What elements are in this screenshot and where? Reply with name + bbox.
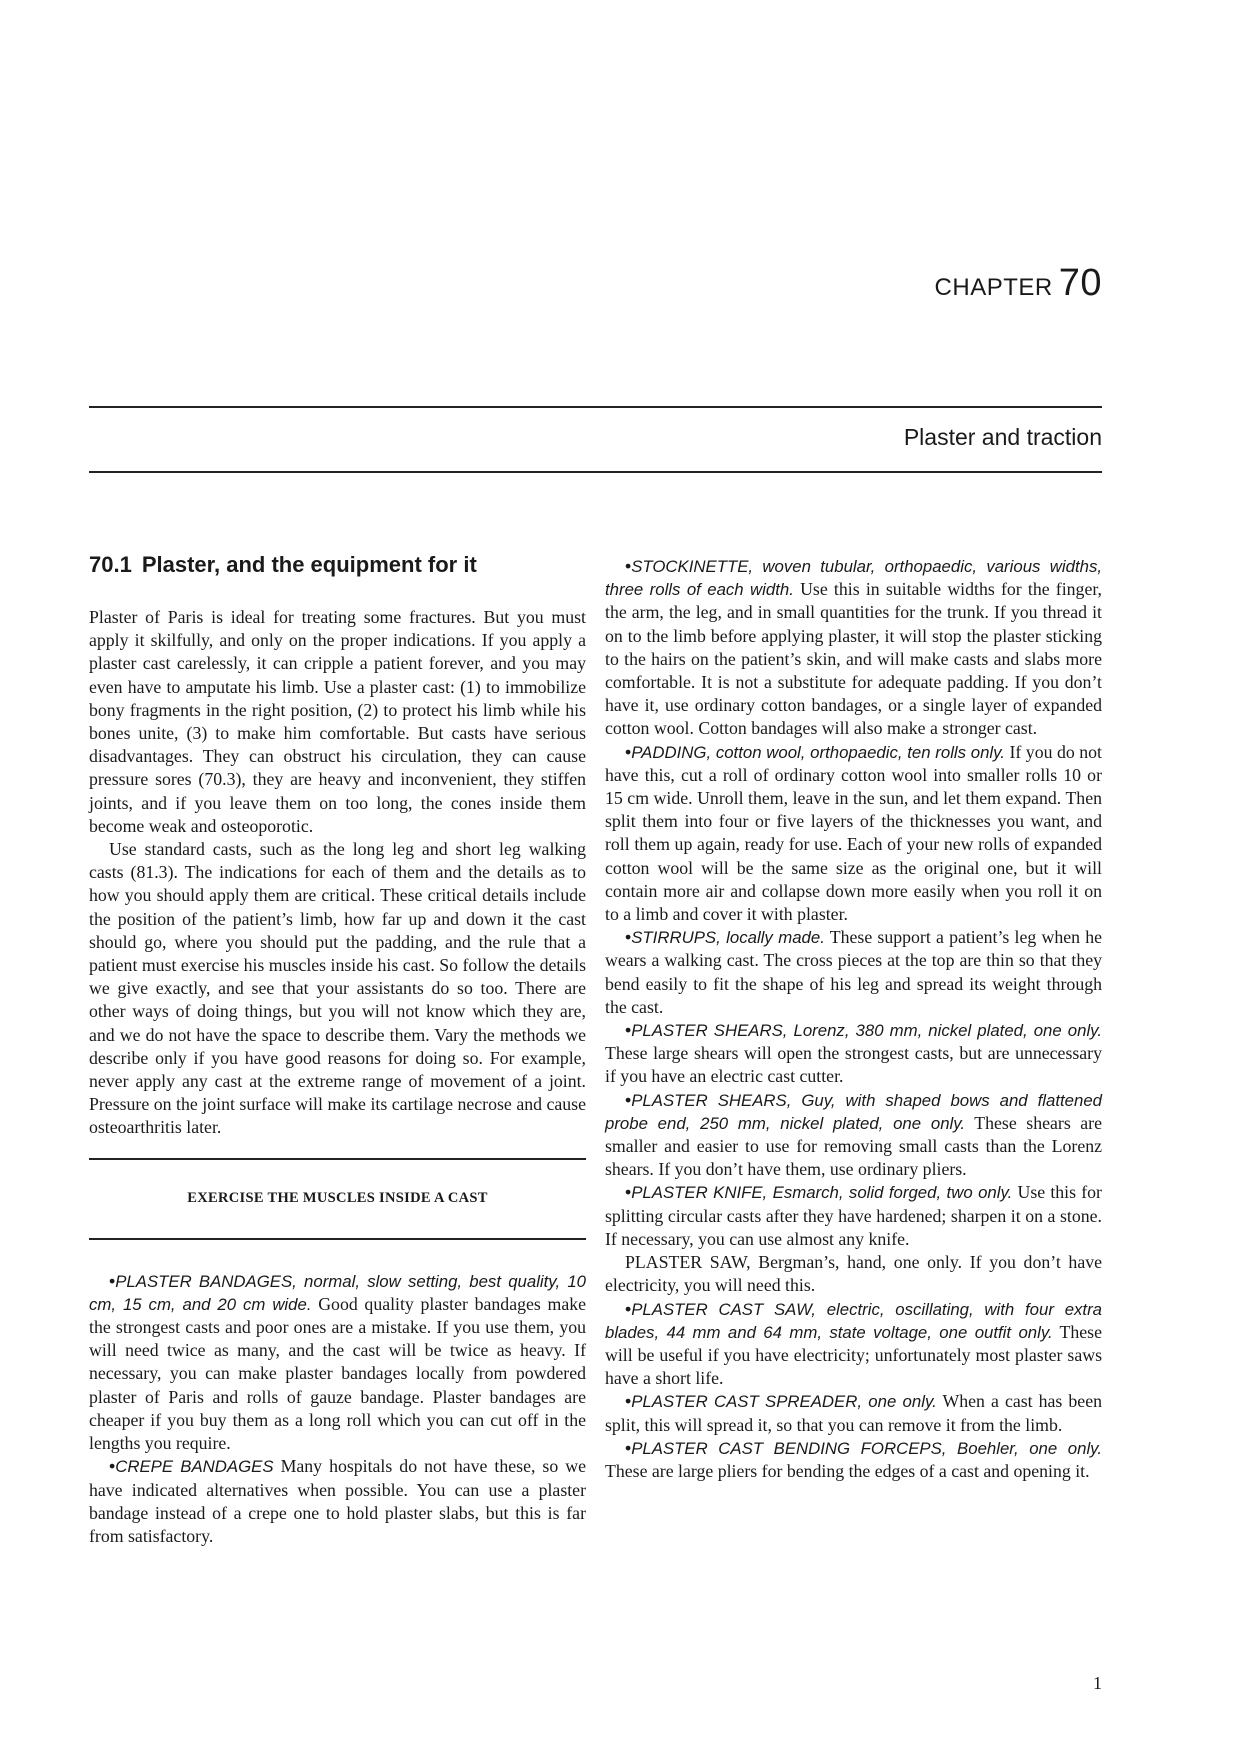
item-lead: PLASTER CAST SPREADER, one only.: [631, 1392, 937, 1412]
item-text: These will be useful if you have electricity; unfortunately most plaster saws have a short life.: [605, 1321, 1102, 1389]
paragraph-standard-casts: Use standard casts, such as the long leg and short leg walking casts (81.3). The indications for each of them and the details as to how you should apply them are critical. These critical details include the position of the patient’s limb, how far up and down it the cast should go, where you should put the padding, and the rule that a patient must exercise his muscles inside his cast. So follow the details we give exactly, and see that your assistants do so too. There are other ways of doing things, but you will not know which they are, and we do not have the space to describe them. Vary the methods we describe only if you have good reasons for doing so. For example, never apply any cast at the extreme range of movement of a joint. Pressure on the joint surface will make its cartilage necrose and cause osteoarthritis later.: [89, 839, 586, 1138]
item-text: These support a patient’s leg when he wears a walking cast. The cross pieces at the top are thin so that they bend easily to fit the shape of his leg and spread its weight through the cast.: [605, 927, 1102, 1017]
section-heading: [89, 552, 586, 578]
callout-title: EXERCISE THE MUSCLES INSIDE A CAST: [187, 1190, 488, 1207]
bullet-icon: •: [625, 1391, 632, 1412]
item-text: When a cast has been split, this will spread it, so that you can remove it from the limb.: [605, 1391, 1102, 1435]
equipment-item: [605, 926, 1102, 1019]
section-title: Plaster, and the equipment for it: [141, 552, 477, 577]
chapter-rule-bottom: [89, 471, 1102, 473]
item-lead: PLASTER CAST BENDING FORCEPS, Boehler, one only.: [631, 1438, 1102, 1458]
page-number: 1: [1093, 1673, 1102, 1693]
chapter-title: Plaster and traction: [903, 424, 1102, 450]
chapter-number: 70: [1058, 262, 1102, 304]
equipment-item: [605, 1298, 1102, 1391]
bullet-icon: •: [625, 741, 632, 762]
paragraph-intro: Plaster of Paris is ideal for treating some fractures. But you must apply it skilfully, and only on the proper indications. If you apply a plaster cast carelessly, it can cripple a patient forever, and you may even have to amputate his limb. Use a plaster cast: (1) to immobilize bony fragments in the right position, (2) to protect his limb while his bones unite, (3) to make him comfortable. But casts have serious disadvantages. They can obstruct his circulation, they can cause pressure sores (70.3), they are heavy and inconvenient, they stiffen joints, and if you leave them on too long, the cones inside them become weak and osteoporotic.: [89, 607, 586, 836]
item-text: Good quality plaster bandages make the strongest casts and poor ones are a mistake. If you use them, you will need twice as many, and the cast will be twice as heavy. If necessary, you can make plaster bandages locally from powdered plaster of Paris and rolls of gauze bandage. Plaster bandages are cheaper if you buy them as a long roll which you can cut off in the lengths you require.: [89, 1293, 586, 1454]
equipment-item: [89, 1455, 586, 1548]
item-lead: PLASTER SHEARS, Guy, with shaped bows and flattened probe end, 250 mm, nickel plated, one only.: [605, 1090, 1102, 1133]
item-text: Use this in suitable widths for the finger, the arm, the leg, and in small quantities for the trunk. If you thread it on to the limb before applying plaster, it will stop the plaster sticking to the hairs on the patient’s skin, and will make casts and slabs more comfortable. It is not a substitute for adequate padding. If you don’t have it, use ordinary cotton bandages, or a single layer of expanded cotton wool. Cotton bandages will also make a stronger cast.: [605, 579, 1102, 739]
section-number: 70.1: [89, 552, 132, 577]
equipment-item-plain: PLASTER SAW, Bergman’s, hand, one only. If you don’t have electricity, you will need this.: [605, 1252, 1102, 1296]
item-text: Many hospitals do not have these, so we have indicated alternatives when possible. You can use a plaster bandage instead of a crepe one to hold plaster slabs, but this is far from satisfactory.: [89, 1456, 586, 1546]
equipment-item: [605, 1089, 1102, 1182]
item-lead: PLASTER BANDAGES, normal, slow setting, best quality, 10 cm, 15 cm, and 20 cm wide.: [89, 1271, 586, 1314]
chapter-label: CHAPTER: [934, 274, 1053, 301]
item-lead: STIRRUPS, locally made.: [631, 928, 825, 948]
item-lead: CREPE BANDAGES: [115, 1457, 274, 1477]
bullet-icon: •: [625, 1089, 632, 1110]
equipment-item: [605, 741, 1102, 927]
item-text: These large shears will open the strongest casts, but are unnecessary if you have an electric cast cutter.: [605, 1043, 1102, 1087]
bullet-icon: •: [109, 1270, 116, 1291]
equipment-item: [605, 1390, 1102, 1436]
item-lead: PADDING, cotton wool, orthopaedic, ten rolls only.: [631, 742, 1005, 762]
callout-box: [89, 1158, 586, 1240]
item-lead: PLASTER CAST SAW, electric, oscillating, with four extra blades, 44 mm and 64 mm, state voltage, one outfit only.: [605, 1299, 1102, 1342]
item-text: These are large pliers for bending the edges of a cast and opening it.: [605, 1460, 1090, 1481]
bullet-icon: •: [625, 1020, 632, 1041]
right-column: [605, 555, 1102, 1483]
equipment-item: [605, 1019, 1102, 1089]
item-lead: STOCKINETTE, woven tubular, orthopaedic, various widths, three rolls of each width.: [605, 557, 1102, 600]
bullet-icon: •: [109, 1456, 116, 1477]
bullet-icon: •: [625, 556, 632, 576]
item-text: These shears are smaller and easier to use for removing small casts than the Lorenz shears. If you don’t have them, use ordinary pliers.: [605, 1112, 1102, 1180]
left-column: [89, 552, 586, 1548]
item-lead: PLASTER KNIFE, Esmarch, solid forged, two only.: [631, 1183, 1013, 1203]
bullet-icon: •: [625, 1182, 632, 1203]
equipment-item: [605, 1437, 1102, 1483]
equipment-item: [605, 1181, 1102, 1251]
item-text: Use this for splitting circular casts after they have hardened; sharpen it on a stone. If necessary, you can use almost any knife.: [605, 1182, 1102, 1249]
equipment-item: [89, 1270, 586, 1456]
bullet-icon: •: [625, 1298, 632, 1319]
bullet-icon: •: [625, 927, 632, 948]
bullet-icon: •: [625, 1437, 632, 1458]
item-lead: PLASTER SHEARS, Lorenz, 380 mm, nickel plated, one only.: [631, 1021, 1102, 1041]
item-text: If you do not have this, cut a roll of ordinary cotton wool into smaller rolls 10 or 15 cm wide. Unroll them, leave in the sun, and let them expand. Then split them into four or five layers of the thicknesses you want, and roll them up again, ready for use. Each of your new rolls of expanded cotton wool will be the same size as the original one, but it will contain more air and collapse down more easily when you roll it on to a limb and cover it with plaster.: [605, 741, 1102, 925]
chapter-rule-top: [89, 406, 1102, 408]
equipment-item: [605, 555, 1102, 741]
chapter-heading: [935, 262, 1102, 305]
